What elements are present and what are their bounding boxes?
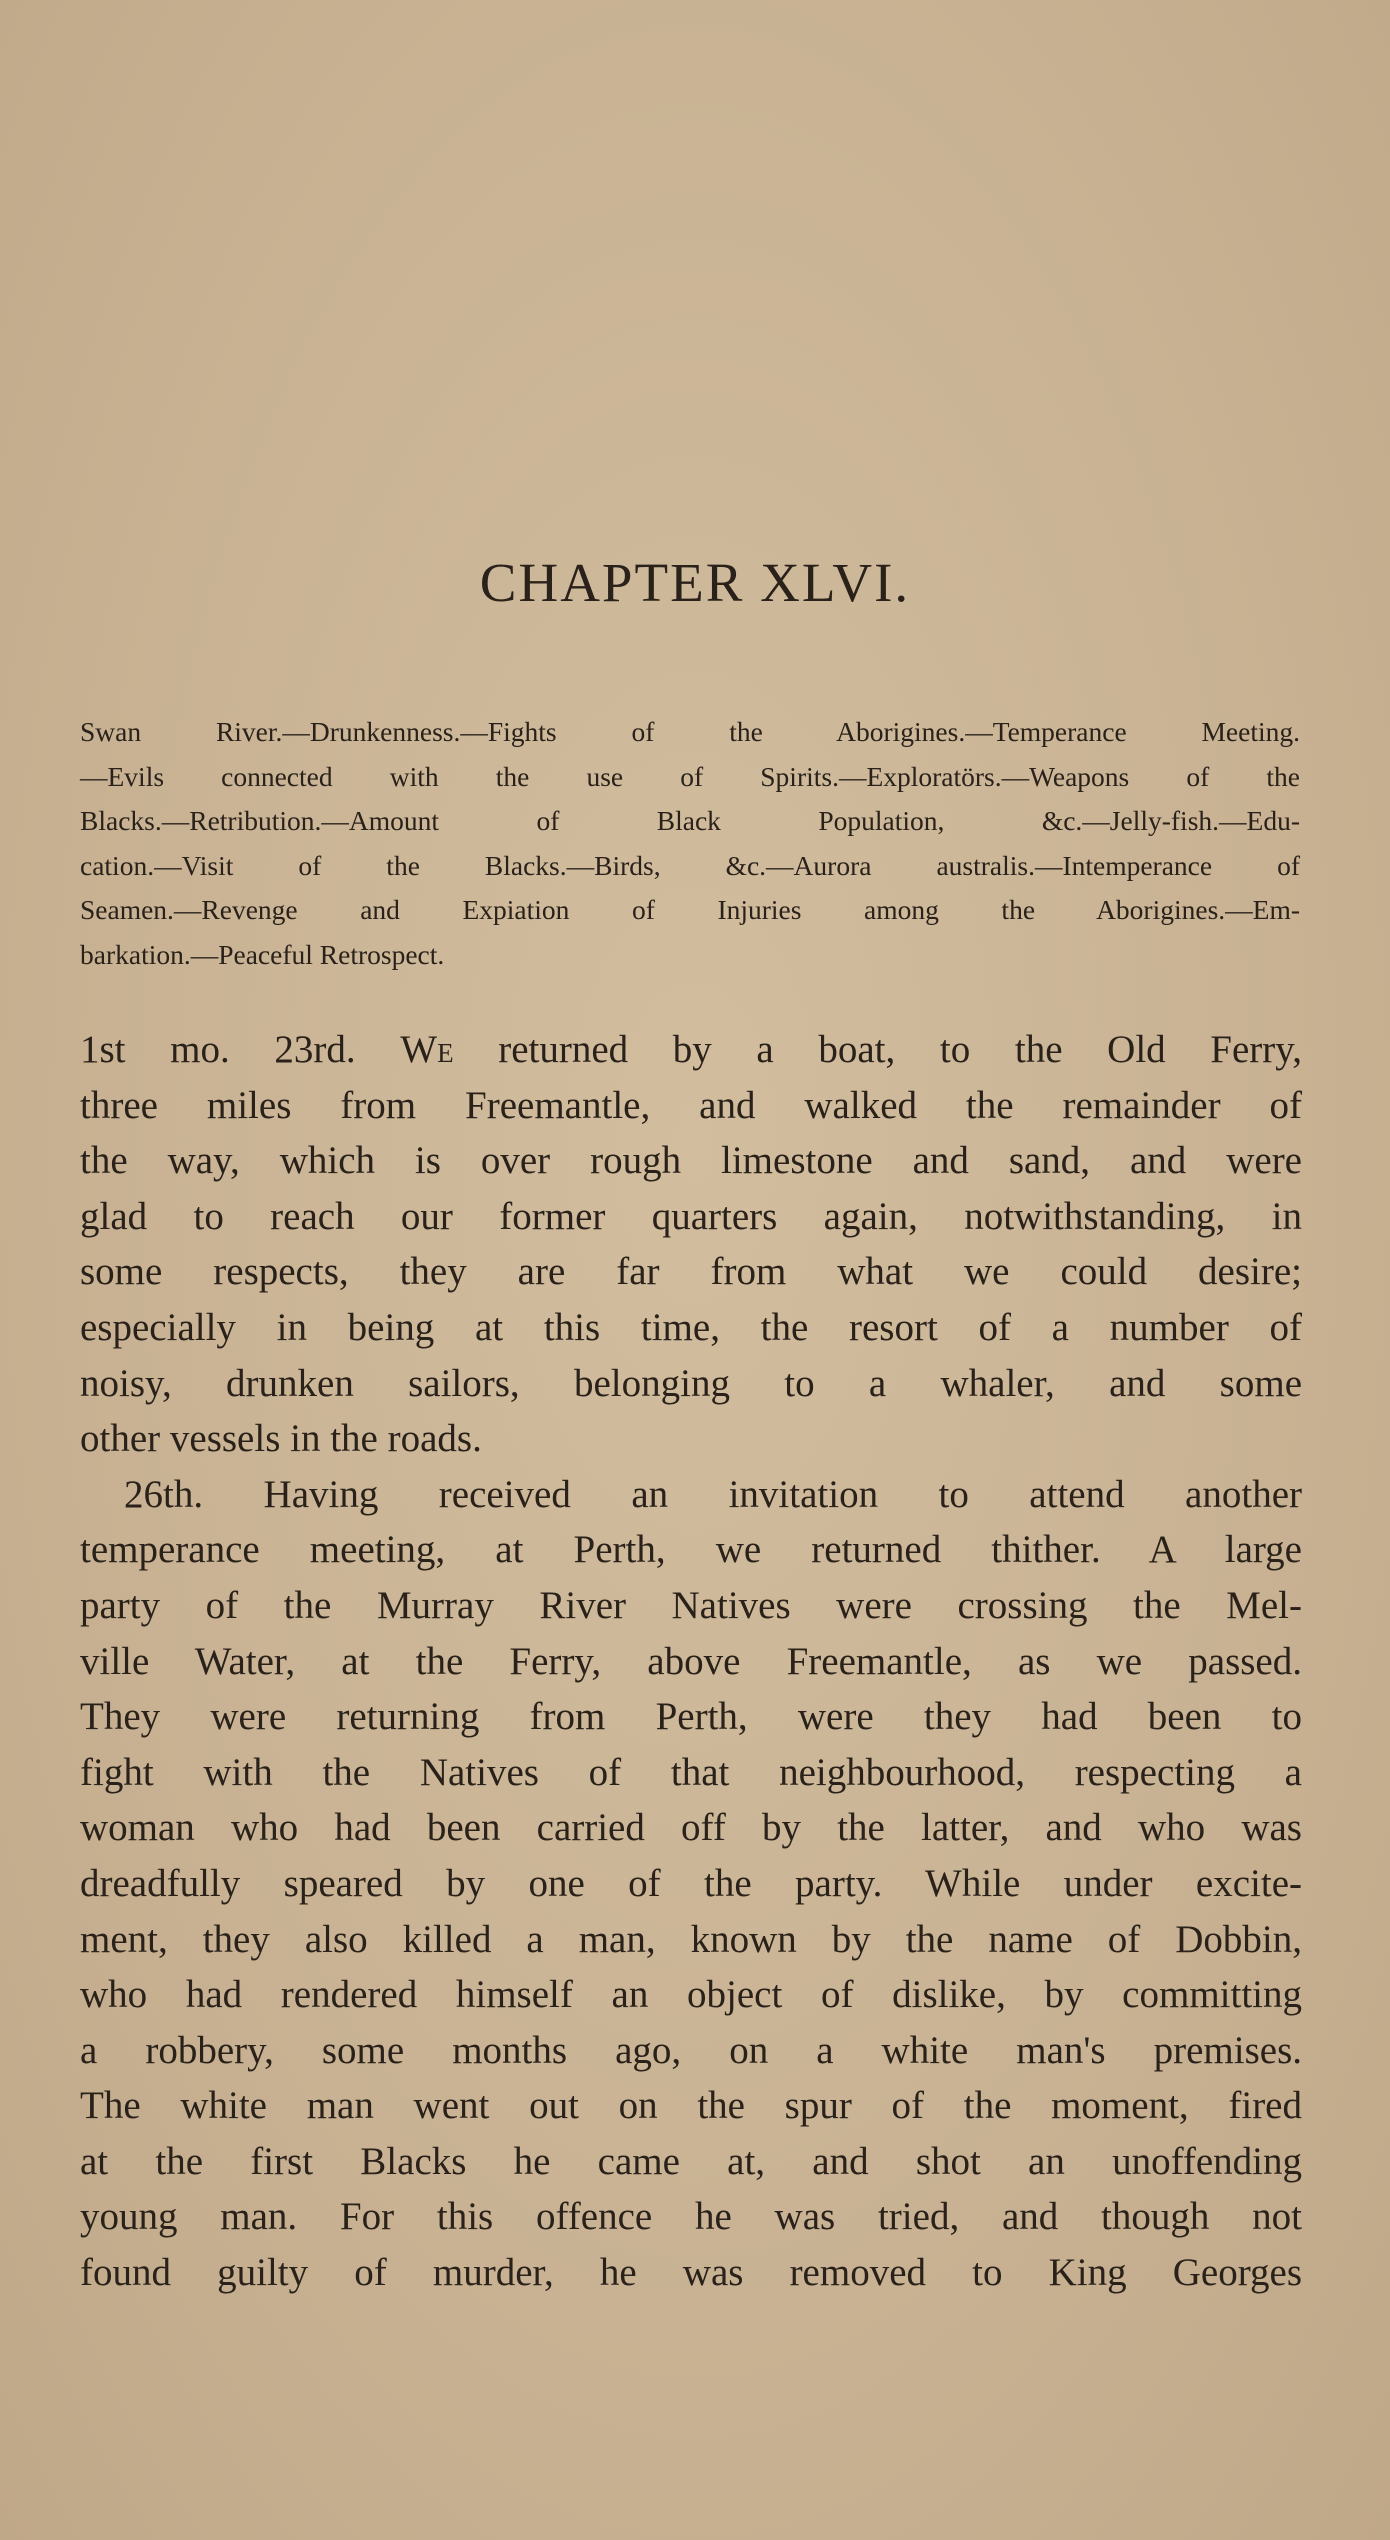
body-line: at the first Blacks he came at, and shot an unoffending bbox=[80, 2139, 1302, 2183]
body-line: returned by a boat, to the Old Ferry, bbox=[498, 1028, 1303, 1071]
summary-line: cation.—Visit of the Blacks.—Birds, &c.—Aurora australis.—Intemperance of bbox=[80, 849, 1300, 881]
drop-word: We bbox=[400, 1028, 454, 1071]
body-line: ville Water, at the Ferry, above Freemantle, as we passed. bbox=[80, 1639, 1302, 1683]
body-line: noisy, drunken sailors, belonging to a whaler, and some bbox=[80, 1361, 1302, 1405]
paragraph-first-line bbox=[80, 1022, 1302, 1078]
body-line: who had rendered himself an object of dislike, by committing bbox=[80, 1973, 1302, 2017]
body-line: They were returning from Perth, were they had been to bbox=[80, 1695, 1302, 1739]
body-line: woman who had been carried off by the latter, and who was bbox=[80, 1806, 1302, 1850]
body-line: three miles from Freemantle, and walked the remainder of bbox=[80, 1083, 1302, 1127]
body-line: fight with the Natives of that neighbourhood, respecting a bbox=[80, 1750, 1302, 1794]
body-line: The white man went out on the spur of the moment, fired bbox=[80, 2084, 1302, 2128]
body-line: party of the Murray River Natives were crossing the Mel- bbox=[80, 1583, 1302, 1627]
chapter-summary bbox=[80, 710, 1300, 977]
summary-line: barkation.—Peaceful Retrospect. bbox=[80, 938, 445, 970]
summary-line: Swan River.—Drunkenness.—Fights of the Aborigines.—Temperance Meeting. bbox=[80, 716, 1300, 747]
body-line: dreadfully speared by one of the party. While under excite- bbox=[80, 1861, 1302, 1905]
body-line: a robbery, some months ago, on a white man's premises. bbox=[80, 2028, 1302, 2072]
body-text bbox=[80, 1022, 1302, 2301]
body-line: other vessels in the roads. bbox=[80, 1417, 482, 1461]
body-line: temperance meeting, at Perth, we returned thither. A large bbox=[80, 1528, 1302, 1572]
body-line: 26th. Having received an invitation to attend another bbox=[124, 1472, 1302, 1516]
body-line: young man. For this offence he was tried, and though not bbox=[80, 2195, 1302, 2239]
body-line: especially in being at this time, the resort of a number of bbox=[80, 1305, 1302, 1349]
body-line: ment, they also killed a man, known by the name of Dobbin, bbox=[80, 1917, 1302, 1961]
summary-line: —Evils connected with the use of Spirits.—Exploratörs.—Weapons of the bbox=[80, 760, 1300, 792]
entry-date: 1st mo. 23rd. bbox=[80, 1028, 356, 1071]
body-line: some respects, they are far from what we could desire; bbox=[80, 1250, 1302, 1294]
body-line: glad to reach our former quarters again, notwithstanding, in bbox=[80, 1194, 1302, 1238]
summary-line: Seamen.—Revenge and Expiation of Injuries among the Aborigines.—Em- bbox=[80, 894, 1300, 925]
summary-line: Blacks.—Retribution.—Amount of Black Population, &c.—Jelly-fish.—Edu- bbox=[80, 805, 1300, 836]
body-line: the way, which is over rough limestone and sand, and were bbox=[80, 1139, 1302, 1183]
body-line: found guilty of murder, he was removed to King Georges bbox=[80, 2251, 1302, 2295]
chapter-title: CHAPTER XLVI. bbox=[479, 552, 911, 613]
